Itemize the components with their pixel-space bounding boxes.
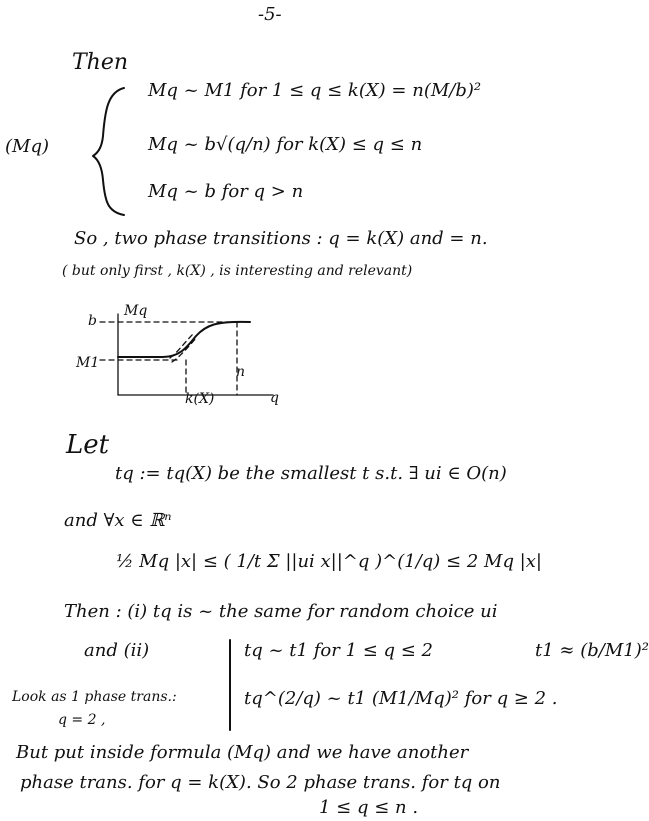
norm-inequality: ½ Mq |x| ≤ ( 1/t Σ ||ui x||^q )^(1/q) ≤ 2 Mq |x|: [116, 551, 542, 572]
tq-eq-1: tq ~ t1 for 1 ≤ q ≤ 2: [244, 640, 433, 661]
mq-line-2: Mq ~ b√(q/n) for k(X) ≤ q ≤ n: [148, 134, 423, 155]
mq-line-3: Mq ~ b for q > n: [148, 181, 304, 202]
mq-label: (Mq): [5, 136, 49, 157]
page-number: -5-: [258, 4, 282, 25]
final-line-2: phase trans. for q = k(X). So 2 phase trans. for tq on: [20, 772, 501, 793]
q-eq-2-note: q = 2 ,: [58, 712, 106, 728]
graph-m1-label: M1: [76, 355, 100, 371]
graph-n-label: n: [236, 364, 246, 380]
and-forall: and ∀x ∈ ℝⁿ: [64, 510, 172, 531]
and-ii: and (ii): [84, 640, 150, 661]
look-as-note: Look as 1 phase trans.:: [12, 689, 177, 705]
tq-definition: tq := tq(X) be the smallest t s.t. ∃ ui ∈ O(n): [115, 463, 507, 484]
relevance-note: ( but only first , k(X) , is interesting and relevant): [62, 263, 413, 279]
final-line-1: But put inside formula (Mq) and we have another: [16, 742, 469, 763]
graph-b-label: b: [88, 313, 97, 329]
mq-line-1: Mq ~ M1 for 1 ≤ q ≤ k(X) = n(M/b)²: [148, 80, 482, 101]
tq-eq-2: tq^(2/q) ~ t1 (M1/Mq)² for q ≥ 2 .: [244, 688, 558, 709]
final-line-3: 1 ≤ q ≤ n .: [319, 797, 419, 818]
graph-q-label: q: [270, 390, 279, 406]
let-heading: Let: [66, 430, 110, 460]
then-heading: Then: [72, 50, 129, 75]
phase-transitions-line: So , two phase transitions : q = k(X) and = n.: [74, 228, 488, 249]
graph-curve: [118, 322, 250, 357]
then-i: Then : (i) tq is ~ the same for random choice ui: [64, 601, 498, 622]
graph-mq-label: Mq: [124, 303, 148, 319]
graph-curve-variant-1: [170, 334, 193, 358]
graph-kx-label: k(X): [185, 391, 215, 407]
left-brace: [93, 88, 124, 215]
graph-curve-variant-2: [172, 337, 197, 362]
t1-note: t1 ≈ (b/M1)²: [535, 640, 649, 661]
